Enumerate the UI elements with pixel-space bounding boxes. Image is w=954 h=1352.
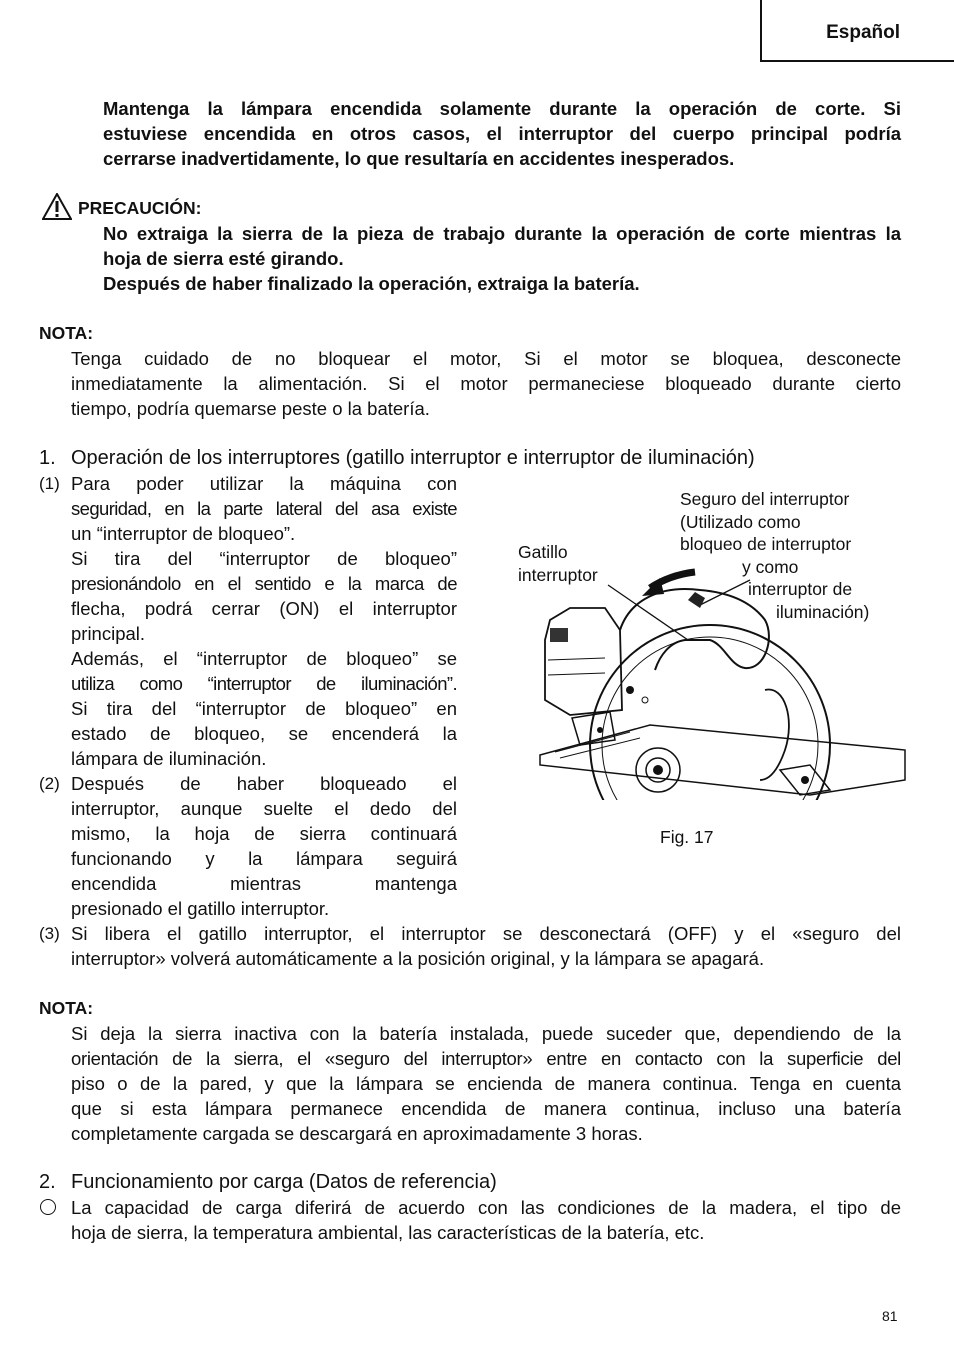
caution-line: hoja de sierra esté girando. [103,248,344,269]
caution-line: Después de haber finalizado la operación, extraiga la batería. [103,273,640,294]
section1-number: 1. [39,447,56,469]
item3-text [71,921,901,971]
section2-line: La capacidad de carga diferirá de acuerdo con las condiciones de la madera, el tipo de [71,1197,901,1218]
section2-number: 2. [39,1171,56,1193]
circular-saw-drawing [510,480,910,800]
figure-17 [510,480,910,860]
note2-line: orientación de la sierra, el «seguro del interruptor» entre en contacto con la superficie del [71,1048,901,1069]
item1-line: flecha, podrá cerrar (ON) el interruptor [71,598,457,619]
note2-text [71,1021,901,1146]
item1-line: Si tira del “interruptor de bloqueo” en [71,698,457,719]
trigger-label-line: Gatillo [518,542,568,562]
page-number: 81 [882,1308,898,1324]
note1-line: inmediatamente la alimentación. Si el motor permaneciese bloqueado durante cierto [71,373,901,394]
note2-line: piso o de la pared, y que la lámpara se encienda de manera continua. Tenga en cuenta [71,1073,901,1094]
lock-label-line: iluminación) [776,601,870,622]
note2-line: que si esta lámpara permanece encendida de manera continua, incluso una batería [71,1098,901,1119]
note1-text [71,346,901,421]
item1-line: Además, el “interruptor de bloqueo” se [71,648,457,669]
note2-line: completamente cargada se descargará en aproximadamente 3 horas. [71,1123,643,1144]
note2-line: Si deja la sierra inactiva con la batería instalada, puede suceder que, dependiendo de la [71,1023,901,1044]
caution-text [103,221,901,296]
lock-label-line: interruptor de [748,579,853,599]
item2-line: funcionando y la lámpara seguirá [71,848,457,869]
warning-line: estuviese encendida en otros casos, el interruptor del cuerpo principal podría [103,123,901,144]
note1-label: NOTA: [39,323,94,343]
note1-line: Tenga cuidado de no bloquear el motor, Si el motor se bloquea, desconecte [71,348,901,369]
figure-caption: Fig. 17 [660,827,714,847]
lock-label-line: y como [742,556,799,577]
item2-line: presionado el gatillo interruptor. [71,898,330,919]
item2-line: mismo, la hoja de sierra continuará [71,823,457,844]
section2-text [71,1195,901,1245]
item1-line: utiliza como “interruptor de iluminación”. [71,673,457,694]
item2-line: Después de haber bloqueado el [71,773,457,794]
item1-text [71,471,457,771]
item1-line: Si tira del “interruptor de bloqueo” [71,548,457,569]
warning-line: cerrarse inadvertidamente, lo que resultaría en accidentes inesperados. [103,148,735,169]
caution-icon [42,193,72,226]
section1-title: Operación de los interruptores (gatillo interruptor e interruptor de iluminación) [71,447,755,469]
caution-label: PRECAUCIÓN: [78,198,202,218]
item1-line: presionándolo en el sentido e la marca de [71,573,457,594]
item2-number: (2) [39,774,60,793]
item3-line: interruptor» volverá automáticamente a la posición original, y la lámpara se apagará. [71,948,765,969]
item1-line: estado de bloqueo, se encenderá la [71,723,457,744]
lock-label-line: bloqueo de interruptor [680,534,852,554]
item1-line: Para poder utilizar la máquina con [71,473,457,494]
item1-line: principal. [71,623,146,644]
language-label: Español [826,22,900,43]
item3-line: Si libera el gatillo interruptor, el interruptor se desconectará (OFF) y el «seguro del [71,923,901,944]
circle-bullet-icon [40,1199,56,1215]
item1-line: lámpara de iluminación. [71,748,267,769]
trigger-label-line: interruptor [518,564,598,585]
item3-number: (3) [39,924,60,943]
section2-title: Funcionamiento por carga (Datos de referencia) [71,1171,497,1193]
language-tab [760,0,954,62]
note2-label: NOTA: [39,998,94,1018]
caution-line: No extraiga la sierra de la pieza de trabajo durante la operación de corte mientras la [103,223,901,244]
note1-line: tiempo, podría quemarse peste o la batería. [71,398,430,419]
item1-line: un “interruptor de bloqueo”. [71,523,296,544]
item2-line: encendida mientras mantenga [71,873,457,894]
section2-line: hoja de sierra, la temperatura ambiental, las características de la batería, etc. [71,1222,705,1243]
warning-line: Mantenga la lámpara encendida solamente durante la operación de corte. Si [103,98,901,119]
lock-label-line: (Utilizado como [680,511,801,532]
item1-number: (1) [39,474,60,493]
item2-line: interruptor, aunque suelte el dedo del [71,798,457,819]
item1-line: seguridad, en la parte lateral del asa existe [71,498,457,519]
warning-paragraph [103,96,901,171]
lock-label-line: Seguro del interruptor [680,489,850,509]
item2-text [71,771,457,921]
